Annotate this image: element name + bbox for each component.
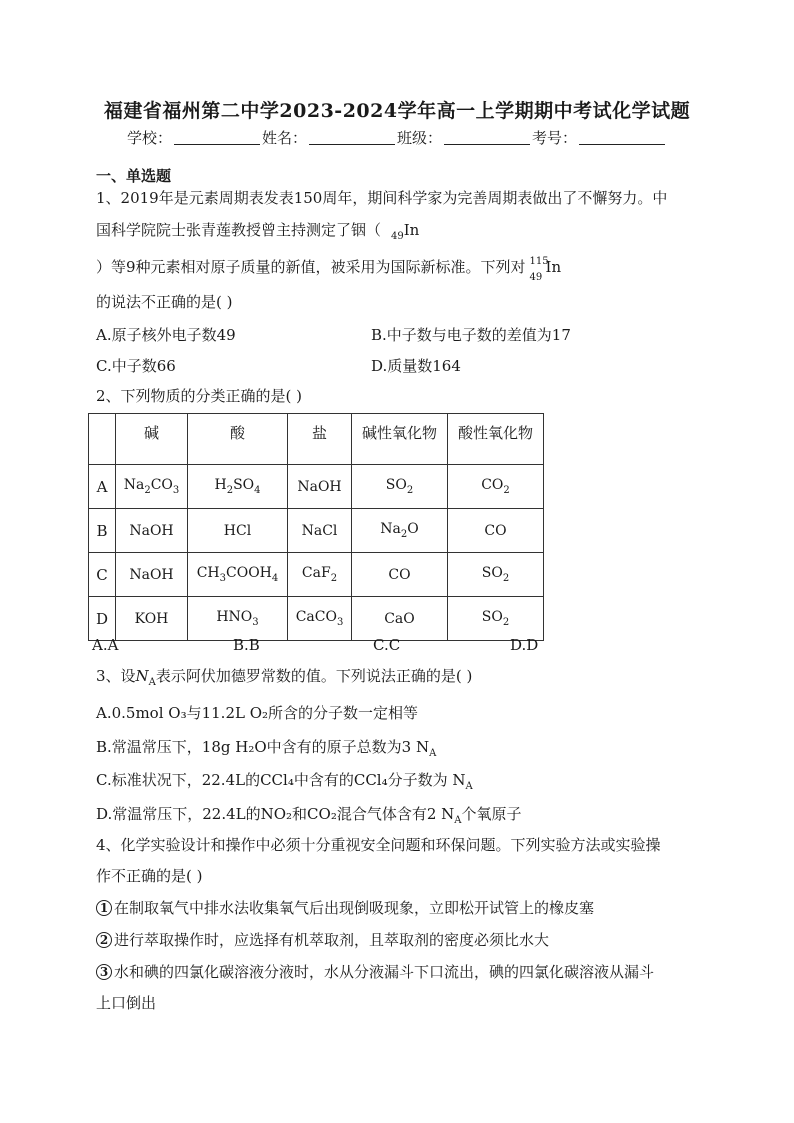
student-info-line — [0, 127, 794, 148]
school-label: 学校： — [126, 129, 172, 147]
header-cell-base: 碱 — [116, 414, 188, 465]
row-label: B — [89, 509, 116, 553]
q3-option-a[interactable]: A.0.5mol O₃与11.2L O₂所含的分子数一定相等 — [96, 704, 419, 722]
table-cell: CO — [448, 509, 544, 553]
table-cell: NaOH — [116, 553, 188, 597]
table-row — [89, 597, 544, 641]
header-cell-acidic-oxide: 酸性氧化物 — [448, 414, 544, 465]
indium-symbol: In — [403, 221, 420, 239]
circled-number: 2 — [96, 932, 112, 948]
q1-line2: 国科学院院士张青莲教授曾主持测定了铟（ $_{49}$In — [96, 221, 420, 242]
table-row — [89, 509, 544, 553]
row-label: C — [89, 553, 116, 597]
row-label: A — [89, 465, 116, 509]
exam-no-label: 考号： — [532, 129, 578, 147]
q2-stem: 2、下列物质的分类正确的是( ) — [96, 387, 303, 405]
q1-option-b[interactable]: B.中子数与电子数的差值为17 — [371, 326, 571, 344]
q4-item-2: 2 进行萃取操作时，应选择有机萃取剂，且萃取剂的密度必须比水大 — [96, 930, 549, 950]
table-header-row — [89, 414, 544, 465]
header-cell-acid: 酸 — [188, 414, 288, 465]
table-cell: CaO — [352, 597, 448, 641]
table-cell: CaCO$_3$ — [288, 597, 352, 641]
name-label: 姓名： — [261, 129, 307, 147]
q1-option-c[interactable]: C.中子数66 — [96, 357, 176, 375]
q4-line1: 4、化学实验设计和操作中必须十分重视安全问题和环保问题。下列实验方法或实验操 — [96, 836, 661, 854]
q4-item-3-continued: 上口倒出 — [96, 994, 157, 1012]
header-cell — [89, 414, 116, 465]
q3-option-c[interactable]: C.标准状况下，22.4L的CCl₄中含有的CCl₄分子数为 $N_A$ — [96, 771, 473, 792]
exam-no-blank — [579, 130, 665, 145]
table-cell: $CO_2$ — [448, 465, 544, 509]
table-cell: $Na_2CO_3$ — [116, 465, 188, 509]
q2-option-b[interactable]: B.B — [233, 636, 260, 654]
class-label: 班级： — [397, 129, 443, 147]
section-heading: 一、单选题 — [96, 167, 172, 185]
q4-item-1: 1 在制取氧气中排水法收集氧气后出现倒吸现象，立即松开试管上的橡皮塞 — [96, 898, 594, 918]
table-cell: KOH — [116, 597, 188, 641]
table-cell: $H_2SO_4$ — [188, 465, 288, 509]
table-cell: $HNO_3$ — [188, 597, 288, 641]
q1-line4: 的说法不正确的是( ) — [96, 293, 233, 311]
name-blank — [309, 130, 395, 145]
classification-table — [88, 413, 544, 641]
table-cell: NaCl — [288, 509, 352, 553]
school-blank — [174, 130, 260, 145]
row-label: D — [89, 597, 116, 641]
q4-line2: 作不正确的是( ) — [96, 867, 203, 885]
indium-atomic-number-2: 49 — [529, 272, 543, 283]
table-cell: $SO_2$ — [448, 597, 544, 641]
table-cell: CO — [352, 553, 448, 597]
table-cell: HCl — [188, 509, 288, 553]
header-cell-salt: 盐 — [288, 414, 352, 465]
class-blank — [444, 130, 530, 145]
q1-line1: 1、2019年是元素周期表发表150周年，期间科学家为完善周期表做出了不懈努力。中 — [96, 189, 668, 207]
q1-option-d[interactable]: D.质量数164 — [371, 357, 461, 375]
header-cell-basic-oxide: 碱性氧化物 — [352, 414, 448, 465]
table-cell: $CH_3COOH_4$ — [188, 553, 288, 597]
table-row — [89, 553, 544, 597]
circled-number: 3 — [96, 964, 112, 980]
table-cell: NaOH — [288, 465, 352, 509]
table-cell: NaOH — [116, 509, 188, 553]
q1-option-a[interactable]: A.原子核外电子数49 — [96, 326, 236, 344]
table-cell: $SO_2$ — [352, 465, 448, 509]
page-title: 福建省福州第二中学2023-2024学年高一上学期期中考试化学试题 — [103, 100, 691, 122]
q2-option-a[interactable]: A.A — [92, 636, 119, 654]
table-cell: $Na_2O$ — [352, 509, 448, 553]
indium-atomic-number: 49 — [391, 231, 404, 242]
table-row — [89, 465, 544, 509]
table-cell: $SO_2$ — [448, 553, 544, 597]
q3-option-d[interactable]: D.常温常压下，22.4L的NO₂和CO₂混合气体含有2 $N_A$个氧原子 — [96, 805, 522, 826]
q4-item-3: 3 水和碘的四氯化碳溶液分液时，水从分液漏斗下口流出，碘的四氯化碳溶液从漏斗 — [96, 962, 654, 982]
indium-mass-number: 115 — [529, 256, 549, 267]
q2-option-d[interactable]: D.D — [510, 636, 539, 654]
circled-number: 1 — [96, 900, 112, 916]
q2-option-c[interactable]: C.C — [373, 636, 401, 654]
q3-option-b[interactable]: B.常温常压下，18g H₂O中含有的原子总数为3 $N_A$ — [96, 738, 437, 759]
q1-line3: ）等9种元素相对原子质量的新值，被采用为国际新标准。下列对 115 49 In — [96, 257, 561, 278]
q3-stem: 3、设$N_A$表示阿伏加德罗常数的值。下列说法正确的是( ) — [96, 667, 473, 688]
indium-symbol-2: In — [545, 258, 562, 276]
table-cell: CaF$_2$ — [288, 553, 352, 597]
